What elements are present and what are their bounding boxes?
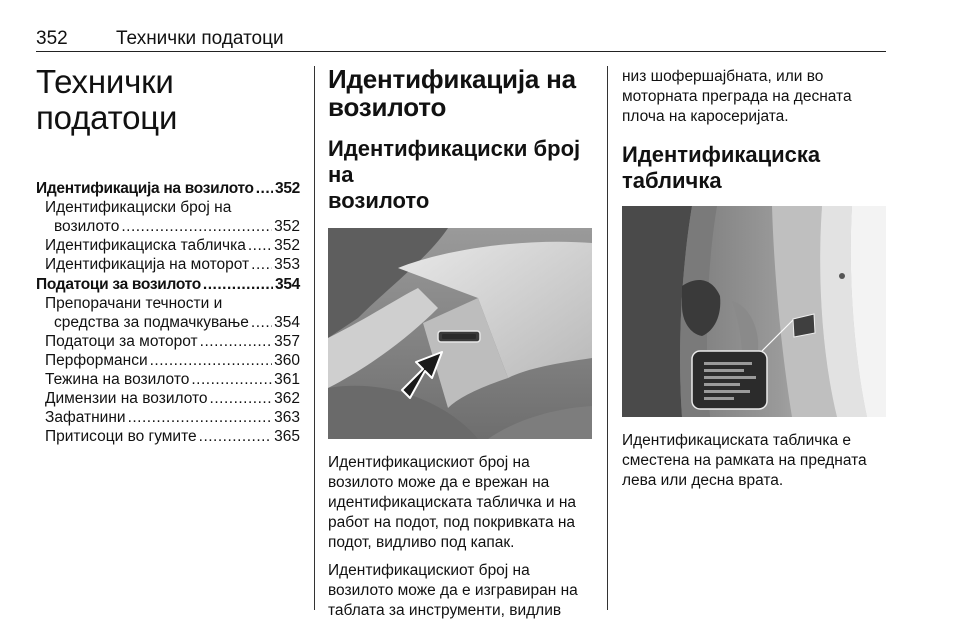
paragraph: Идентификациската табличка е сместена на рамката на предната лева или десна врата. (622, 432, 867, 489)
section-heading-line: Идентификација на (328, 64, 576, 94)
toc-label: возилото (54, 218, 120, 235)
toc-page: 357 (274, 333, 300, 350)
toc-page: 361 (274, 371, 300, 388)
column-vehicle-identification (328, 60, 592, 621)
toc-leader (200, 332, 272, 351)
subsection-heading-line: Идентификациска (622, 142, 821, 167)
toc-entry-vehicle-identification[interactable] (36, 179, 300, 198)
toc-page: 362 (274, 390, 300, 407)
toc-leader (121, 217, 272, 236)
toc-leader (248, 236, 272, 255)
toc-page: 360 (274, 352, 300, 369)
column-divider-1 (314, 66, 315, 610)
column-divider-2 (607, 66, 608, 610)
toc-label: Димензии на возилото (45, 390, 208, 407)
toc-entry-engine-id[interactable] (36, 255, 300, 274)
toc-entry-vin[interactable] (36, 217, 300, 236)
page-header (36, 26, 886, 52)
toc-label: средства за подмачкување (54, 314, 249, 331)
chapter-title: Технички податоци (36, 63, 178, 136)
toc-leader (210, 389, 273, 408)
figure-id-plate (622, 206, 886, 417)
table-of-contents (36, 179, 300, 446)
running-title: Технички податоци (116, 28, 284, 49)
paragraph: Идентификацискиот број на возилото може да е врежан на идентификациската табличка и на работ на подот, под покривката на подот, видливо под капак. (328, 454, 577, 551)
column-toc (36, 60, 300, 446)
toc-leader (128, 408, 273, 427)
toc-label: Идентификациска табличка (45, 237, 246, 254)
toc-label-wrap[interactable]: Препорачани течности и (45, 295, 223, 312)
column-identification-plate (622, 60, 886, 491)
toc-label: Податоци за моторот (45, 333, 198, 350)
toc-entry-engine-data[interactable] (36, 332, 300, 351)
vin-floor-illustration (328, 228, 592, 439)
toc-label: Идентификација на возилото (36, 180, 254, 197)
toc-entry-id-plate[interactable] (36, 236, 300, 255)
toc-leader (191, 370, 272, 389)
toc-page: 354 (275, 276, 300, 293)
subsection-heading-line: табличка (622, 168, 722, 193)
paragraph: Идентификацискиот број на возилото може да е изгравиран на таблата за инструменти, видлив (328, 562, 578, 619)
subsection-heading-line: возилото (328, 188, 430, 213)
toc-page: 363 (274, 409, 300, 426)
toc-page: 353 (274, 256, 300, 273)
id-plate-illustration (622, 206, 886, 417)
toc-entry-capacities[interactable] (36, 408, 300, 427)
toc-leader (251, 313, 272, 332)
toc-label: Идентификација на моторот (45, 256, 250, 273)
toc-entry-vehicle-data[interactable] (36, 275, 300, 294)
toc-page: 352 (274, 218, 300, 235)
toc-leader (256, 179, 273, 198)
subsection-heading (622, 142, 886, 194)
toc-page: 352 (274, 237, 300, 254)
toc-page: 354 (274, 314, 300, 331)
section-heading (328, 65, 592, 121)
toc-entry-fluids[interactable] (36, 313, 300, 332)
toc-leader (203, 275, 273, 294)
toc-page: 365 (274, 428, 300, 445)
toc-label: Зафатнини (45, 409, 126, 426)
toc-entry-performance[interactable] (36, 351, 300, 370)
toc-label: Тежина на возилото (45, 371, 190, 388)
toc-page: 352 (275, 180, 300, 197)
figure-vin-floor (328, 228, 592, 439)
toc-label: Перформанси (45, 352, 148, 369)
toc-leader (150, 351, 273, 370)
toc-leader (199, 427, 272, 446)
toc-leader (251, 255, 272, 274)
subsection-heading (328, 136, 592, 214)
subsection-heading-line: Идентификациски број на (328, 136, 581, 187)
toc-label: Притисоци во гумите (45, 428, 197, 445)
toc-label-wrap[interactable]: Идентификациски број на (45, 199, 232, 216)
toc-label: Податоци за возилото (36, 276, 201, 293)
paragraph: низ шофершајбната, или во моторната преграда на десната плоча на каросеријата. (622, 68, 852, 125)
toc-entry-weight[interactable] (36, 370, 300, 389)
toc-entry-tyre-pressure[interactable] (36, 427, 300, 446)
section-heading-line: возилото (328, 92, 447, 122)
toc-entry-dimensions[interactable] (36, 389, 300, 408)
page-number: 352 (36, 28, 68, 49)
